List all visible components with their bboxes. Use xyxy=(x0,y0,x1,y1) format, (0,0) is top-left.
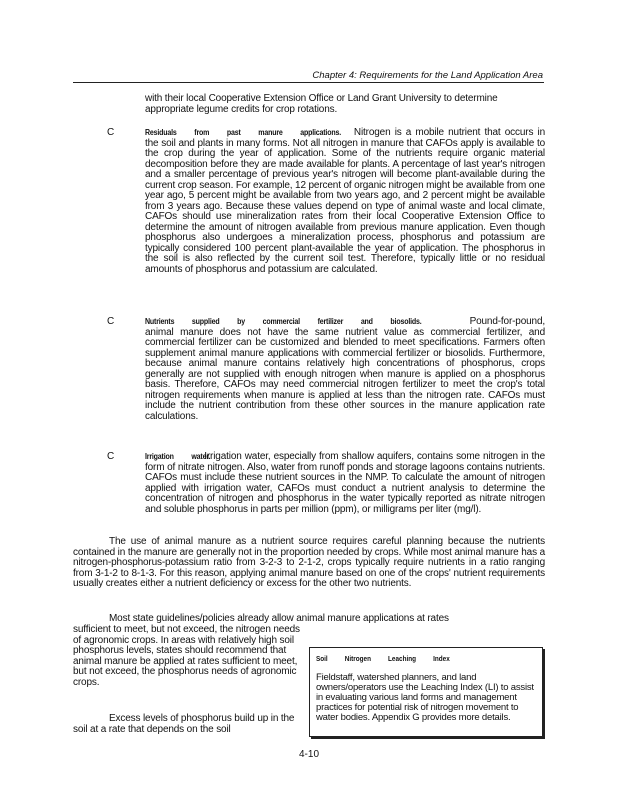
item-text: Pound-for-pound, animal manure does not have the same nutrient value as commercial fertilizer, and commercial fertilizer can be customized and blended to meet specifications. Farmers often supplement animal manure applications with commercial fertilizer or biosolids. Furthermore, because animal manure contains relatively high concentrations of phosphorus, crops generally are not supplied with enough nitrogen when manure is applied on a phosphorus basis. Therefore, CAFOs may need commercial nitrogen fertilizer to meet the crop's total nitrogen requirements when manure is applied at less than the nitrogen rate. CAFOs must include the nutrient contribution from these other sources in the manure application rate calculations. xyxy=(145,316,545,422)
sidebar-title: Soil Nitrogen Leaching Index xyxy=(316,654,450,663)
bullet-marker: C xyxy=(107,316,115,327)
continuation-text: with their local Cooperative Extension Office or Land Grant University to determine appropriate legume credits for crop rotations. xyxy=(145,93,498,115)
bullet-marker: C xyxy=(107,451,115,462)
item-heading: Nutrients supplied by commercial fertilizer and biosolids. xyxy=(145,317,422,326)
chapter-header: Chapter 4: Requirements for the Land Application Area xyxy=(312,70,543,81)
bullet-marker: C xyxy=(107,127,115,138)
page-number: 4-10 xyxy=(298,749,319,760)
paragraph-state-guidelines-lead: Most state guidelines/policies already allow animal manure applications at rates xyxy=(109,613,449,624)
item-text: Nitrogen is a mobile nutrient that occurs in the soil and plants in many forms. Not all nitrogen in manure that CAFOs apply is available to the crop during the year of application. Some of the nutrients require organic material decomposition before they are made available for plants. A percentage of last year's nitrogen and a smaller percentage of previous year's nitrogen will become plant-available during the current crop season. For example, 12 percent of organic nitrogen might be available from one year ago, 5 percent might be available from two years ago, and 2 percent might be available from 3 years ago. Because these values depend on type of animal waste and local climate, CAFOs should use mineralization rates from their local Cooperative Extension Office to determine the amount of nitrogen available from previous manure application. Even though phosphorus also undergoes a mineralization process, phosphorus and potassium are typically considered 100 percent plant-available the year of application. The phosphorus in the soil is also reflected by the current soil test. Therefore, typically little or no residual amounts of phosphorus and potassium are calculated. xyxy=(145,127,545,275)
item-heading: Irrigation water. xyxy=(145,452,211,461)
paragraph-excess-phosphorus: Excess levels of phosphorus build up in the soil at a rate that depends on the soil xyxy=(73,713,295,735)
item-heading: Residuals from past manure applications. xyxy=(145,128,341,137)
sidebar-text: Fieldstaff, watershed planners, and land owners/operators use the Leaching Index (LI) to assist in evaluating various land forms and management practices for potential risk of nitrogen movement to water bodies. Appendix G provides more details. xyxy=(316,672,534,723)
list-item-residuals xyxy=(145,128,545,275)
paragraph-nutrient-ratio: The use of animal manure as a nutrient source requires careful planning because the nutrients contained in the manure are generally not in the proportion needed by crops. While most animal manure has a nitrogen-phosphorus-potassium ratio from 3-2-3 to 2-1-2, crops typically require nutrients in a ratio ranging from 3-1-2 to 8-1-3. For this reason, applying animal manure based on one of the crops' nutrient requirements usually creates either a nutrient deficiency or excess for the other two nutrients. xyxy=(73,536,545,589)
paragraph-state-guidelines-rest: sufficient to meet, but not exceed, the nitrogen needs of agronomic crops. In areas with relatively high soil phosphorus levels, states should recommend that animal manure be applied at rates sufficient to meet, but not exceed, the phosphorus needs of agronomic crops. xyxy=(73,624,300,688)
list-item-nutrients-supplied xyxy=(145,317,545,422)
sidebar-leaching-index xyxy=(309,647,543,737)
header-rule xyxy=(73,82,544,83)
list-item-irrigation-water xyxy=(145,452,545,515)
item-text: Irrigation water, especially from shallow aquifers, contains some nitrogen in the form of nitrate nitrogen. Also, water from runoff ponds and storage lagoons contains nutrients. CAFOs must include these nutrient sources in the NMP. To calculate the amount of nitrogen applied with irrigation water, CAFOs must conduct a nutrient analysis to determine the concentration of nitrogen and phosphorus in the water typically reported as nitrate nitrogen and soluble phosphorus in parts per million (ppm), or milligrams per liter (mg/l). xyxy=(145,451,545,515)
